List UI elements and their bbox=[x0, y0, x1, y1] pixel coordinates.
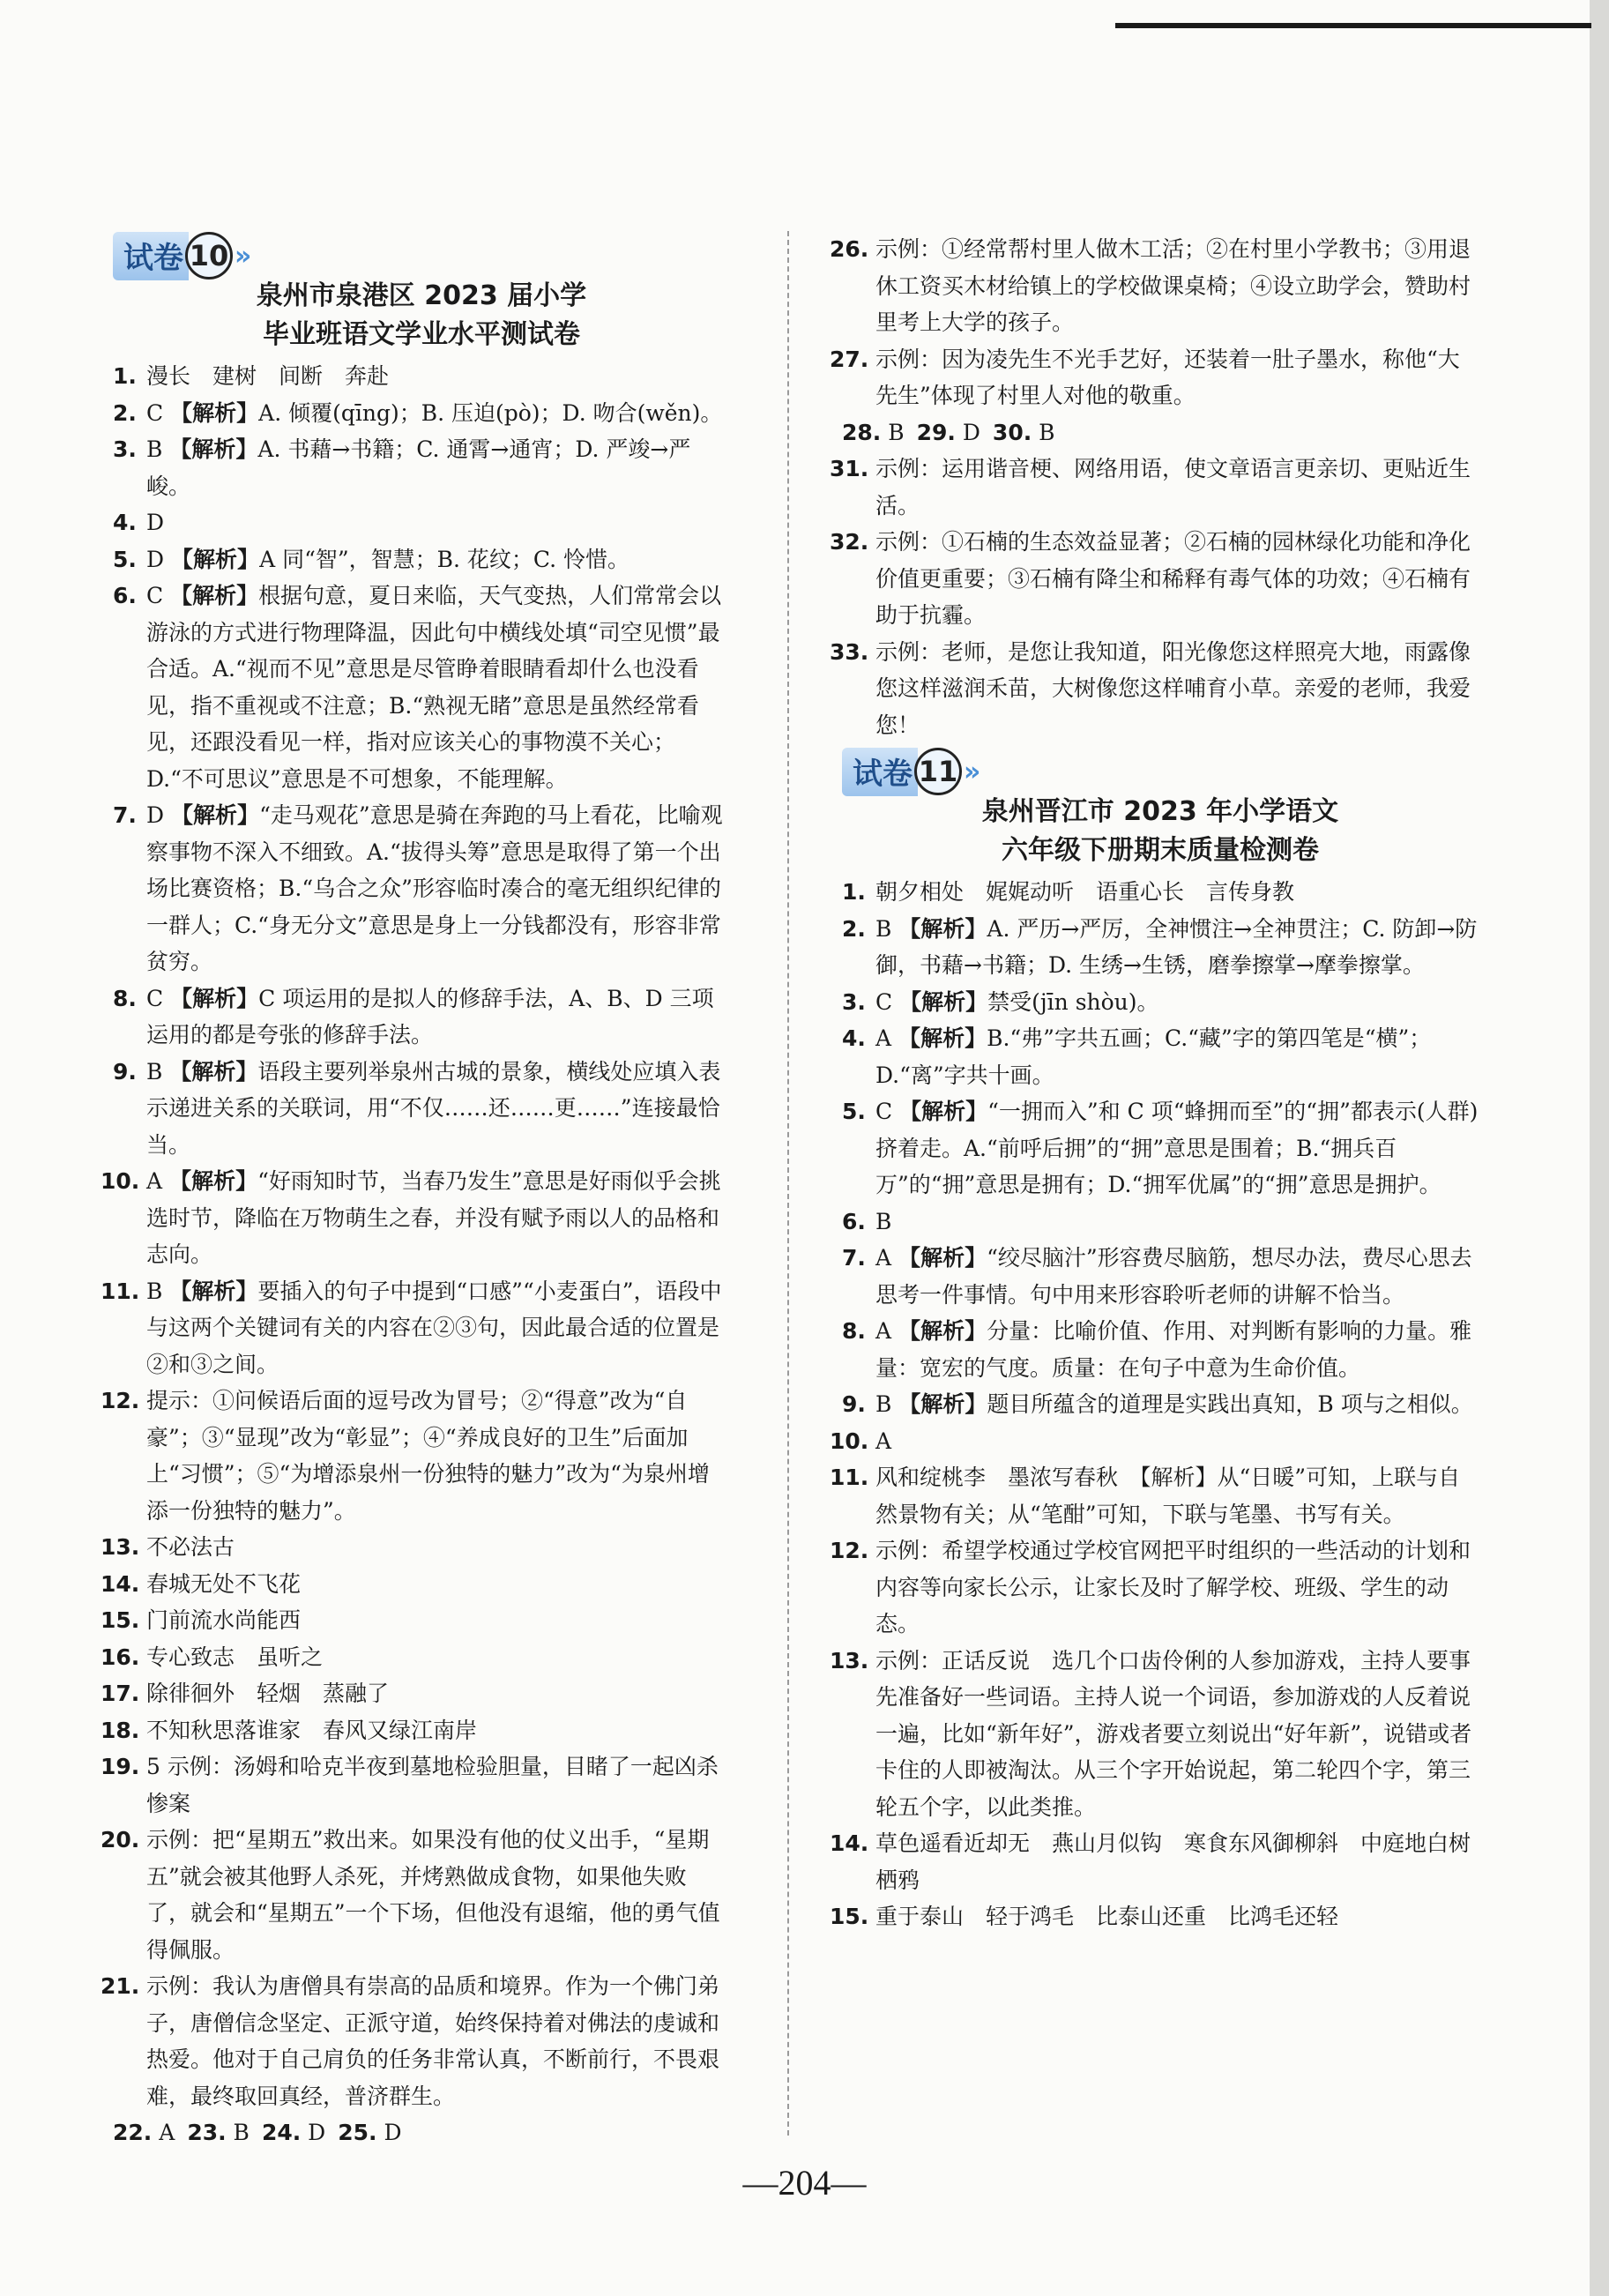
item-answer: B bbox=[1032, 419, 1055, 445]
answer-item bbox=[101, 1822, 730, 1968]
item-number: 20. bbox=[101, 1827, 140, 1852]
item-text: 分量：比喻价值、作用、对判断有影响的力量。雅量：宽宏的气度。质量：在句子中意为生命价值。 bbox=[875, 1318, 1472, 1381]
item-number: 21. bbox=[101, 1973, 140, 1999]
item-answer: 5 bbox=[146, 1754, 160, 1779]
item-number: 2. bbox=[842, 915, 866, 942]
item-text: “一拥而入”和 C 项“蜂拥而至”的“拥”都表示(人群)挤着走。A.“前呼后拥”的“拥”意思是围着；B.“拥兵百万”的“拥”意思是拥有；D.“拥军优属”的“拥”意思是拥护。 bbox=[875, 1099, 1479, 1197]
item-analysis-label: 【解析】 bbox=[898, 1318, 987, 1344]
item-number: 14. bbox=[101, 1570, 140, 1597]
answer-item bbox=[842, 911, 1479, 984]
item-text: 漫长 建树 间断 奔赴 bbox=[146, 363, 390, 389]
answer-item bbox=[113, 395, 730, 432]
item-text: C 项运用的是拟人的修辞手法，A、B、D 三项运用的都是夸张的修辞手法。 bbox=[146, 985, 714, 1047]
item-answer: C bbox=[875, 1099, 893, 1124]
inline-answer bbox=[993, 420, 1055, 445]
item-analysis-label: 【解析】 bbox=[898, 915, 987, 942]
exam10-answer-list bbox=[101, 358, 730, 2114]
item-answer: C bbox=[146, 583, 164, 608]
item-number: 11. bbox=[830, 1465, 869, 1490]
inline-answer bbox=[187, 2120, 250, 2145]
item-text: 语段主要列举泉州古城的景象，横线处应填入表示递进关系的关联词，用“不仅……还……更……”连接最恰当。 bbox=[146, 1058, 721, 1158]
item-text: 除徘徊外 轻烟 蒸融了 bbox=[146, 1681, 390, 1706]
item-answer: B bbox=[146, 1058, 163, 1085]
item-text: 示例：我认为唐僧具有崇高的品质和境界。作为一个佛门弟子，唐僧信念坚定、正派守道，始终保持着对佛法的虔诚和热爱。他对于自己肩负的任务非常认真，不断前行，不畏艰难，最终取回真经，普济群生。 bbox=[146, 1973, 720, 2109]
item-number: 6. bbox=[842, 1208, 866, 1234]
answer-item bbox=[113, 797, 730, 980]
item-number: 5. bbox=[842, 1099, 866, 1124]
answer-item bbox=[101, 1383, 730, 1529]
item-answer: D bbox=[146, 802, 165, 828]
exam11-title-line2: 六年级下册期末质量检测卷 bbox=[1002, 835, 1319, 866]
item-text: 示例：运用谐音梗、网络用语，使文章语言更亲切、更贴近生活。 bbox=[875, 456, 1471, 518]
double-chevron-icon: » bbox=[964, 756, 981, 787]
exam10-tag bbox=[113, 231, 251, 280]
answer-item bbox=[830, 634, 1479, 744]
exam10-answer-list-end bbox=[830, 451, 1479, 743]
item-number: 1. bbox=[113, 363, 137, 389]
answer-item bbox=[830, 1643, 1479, 1826]
answer-item bbox=[830, 1532, 1479, 1643]
answer-item bbox=[113, 504, 730, 541]
answer-item bbox=[830, 1423, 1479, 1460]
column-divider bbox=[787, 231, 789, 2136]
answer-item bbox=[830, 341, 1479, 414]
item-number: 22. bbox=[113, 2120, 153, 2145]
item-text: 重于泰山 轻于鸿毛 比泰山还重 比鸿毛还轻 bbox=[875, 1904, 1339, 1929]
item-answer: B bbox=[226, 2120, 250, 2145]
item-text: 朝夕相处 娓娓动听 语重心长 言传身教 bbox=[875, 879, 1295, 905]
answer-item bbox=[101, 1566, 730, 1603]
answer-item bbox=[842, 1313, 1479, 1386]
item-text: 示例：①经常帮村里人做木工活；②在村里小学教书；③用退休工资买木材给镇上的学校做课桌椅；④设立助学会，赞助村里考上大学的孩子。 bbox=[875, 236, 1471, 335]
item-text: 示例：希望学校通过学校官网把平时组织的一些活动的计划和内容等向家长公示，让家长及时了解学校、班级、学生的动态。 bbox=[875, 1538, 1471, 1636]
item-number: 11. bbox=[101, 1278, 140, 1304]
item-number: 8. bbox=[842, 1318, 866, 1344]
exam10-title-line1: 泉州市泉港区 2023 届小学 bbox=[256, 280, 587, 311]
item-analysis-label: 【解析】 bbox=[171, 546, 260, 572]
answer-item bbox=[101, 1968, 730, 2114]
item-text: 风和绽桃李 墨浓写春秋 【解析】从“日暖”可知，上联与自然景物有关；从“笔酣”可知，下联与笔墨、书写有关。 bbox=[875, 1465, 1461, 1527]
item-analysis-label: 【解析】 bbox=[169, 1058, 258, 1085]
item-number: 30. bbox=[992, 419, 1032, 445]
item-number: 14. bbox=[830, 1830, 869, 1856]
item-answer: B bbox=[875, 915, 892, 942]
item-number: 18. bbox=[101, 1717, 140, 1743]
double-chevron-icon: » bbox=[235, 240, 252, 272]
left-column bbox=[101, 231, 730, 2151]
answer-item bbox=[113, 980, 730, 1054]
inline-answer bbox=[338, 2120, 401, 2145]
item-number: 7. bbox=[842, 1245, 866, 1271]
item-text: 示例：正话反说 选几个口齿伶俐的人参加游戏，主持人要事先准备好一些词语。主持人说一个词语，参加游戏的人反着说一遍，比如“新年好”，游戏者要立刻说出“好年新”，说错或者卡住的人即被淘汰。从三个字开始说起，第二轮四个字，第三轮五个字，以此类推。 bbox=[875, 1647, 1472, 1820]
item-answer: C bbox=[146, 985, 164, 1011]
inline-answer bbox=[842, 420, 905, 445]
item-number: 9. bbox=[113, 1058, 137, 1085]
item-number: 19. bbox=[101, 1754, 140, 1779]
item-text: 示例：因为凌先生不光手艺好，还装着一肚子墨水，称他“大先生”体现了村里人对他的敬重。 bbox=[875, 346, 1460, 408]
item-answer: C bbox=[146, 399, 164, 426]
item-number: 9. bbox=[842, 1391, 866, 1417]
item-analysis-label: 【解析】 bbox=[899, 988, 988, 1015]
item-number: 26. bbox=[830, 236, 869, 262]
answer-item bbox=[842, 1093, 1479, 1204]
inline-answer bbox=[917, 420, 980, 445]
item-number: 31. bbox=[830, 456, 869, 481]
item-text: B.“弗”字共五画；C.“藏”字的第四笔是“横”；D.“离”字共十画。 bbox=[875, 1025, 1432, 1088]
item-analysis-label: 【解析】 bbox=[171, 802, 260, 828]
right-column bbox=[830, 231, 1479, 1935]
item-analysis-label: 【解析】 bbox=[898, 1391, 987, 1417]
item-text: 春城无处不飞花 bbox=[146, 1570, 302, 1597]
item-text: 题目所蕴含的道理是实践出真知，B 项与之相似。 bbox=[987, 1391, 1473, 1417]
item-number: 23. bbox=[187, 2120, 227, 2145]
item-number: 10. bbox=[830, 1428, 869, 1454]
answer-item bbox=[101, 1529, 730, 1566]
exam-tag-number: 10 bbox=[185, 232, 233, 280]
item-text: A. 书藉→书籍；C. 通霄→通宵；D. 严竣→严峻。 bbox=[146, 436, 691, 499]
item-analysis-label: 【解析】 bbox=[169, 1278, 258, 1304]
item-number: 29. bbox=[916, 419, 956, 445]
item-number: 4. bbox=[842, 1025, 866, 1051]
item-number: 32. bbox=[830, 529, 869, 555]
item-number: 3. bbox=[842, 988, 866, 1015]
item-text: 示例：老师，是您让我知道，阳光像您这样照亮大地，雨露像您这样滋润禾苗，大树像您这样哺育小草。亲爱的老师，我爱您！ bbox=[875, 638, 1471, 738]
item-number: 6. bbox=[113, 583, 137, 608]
answer-item bbox=[101, 1163, 730, 1273]
answer-item bbox=[830, 1459, 1479, 1532]
answer-item bbox=[830, 1898, 1479, 1935]
item-analysis-label: 【解析】 bbox=[169, 436, 258, 462]
item-text: “好雨知时节，当春乃发生”意思是好雨似乎会挑选时节，降临在万物萌生之春，并没有赋予雨以人的品格和志向。 bbox=[146, 1168, 721, 1267]
item-text: “绞尽脑汁”形容费尽脑筋，想尽办法，费尽心思去思考一件事情。句中用来形容聆听老师的讲解不恰当。 bbox=[875, 1245, 1472, 1308]
answer-item bbox=[842, 874, 1479, 911]
answer-item bbox=[830, 1825, 1479, 1898]
top-rule bbox=[1115, 23, 1591, 28]
item-number: 8. bbox=[113, 985, 137, 1011]
item-analysis-label: 【解析】 bbox=[170, 583, 259, 608]
exam-tag-number: 11 bbox=[914, 748, 962, 795]
item-text: A. 倾覆(qīng)；B. 压迫(pò)；D. 吻合(wěn)。 bbox=[258, 399, 723, 426]
item-text: 专心致志 虽听之 bbox=[146, 1644, 324, 1670]
item-answer: D bbox=[376, 2120, 402, 2145]
item-analysis-label: 【解析】 bbox=[170, 399, 259, 426]
item-number: 25. bbox=[338, 2120, 377, 2145]
item-analysis-label: 【解析】 bbox=[899, 1099, 988, 1124]
item-number: 17. bbox=[101, 1681, 140, 1706]
answer-item bbox=[101, 1639, 730, 1676]
item-answer: B bbox=[146, 436, 163, 462]
answer-item bbox=[101, 1712, 730, 1749]
answer-item bbox=[830, 231, 1479, 341]
item-answer: A bbox=[146, 1168, 163, 1194]
answer-item bbox=[113, 431, 730, 504]
item-answer: A bbox=[152, 2120, 175, 2145]
item-text: 示例：把“星期五”救出来。如果没有他的仗义出手，“星期五”就会被其他野人杀死，并烤熟做成食物，如果他失败了，就会和“星期五”一个下场，但他没有退缩，他的勇气值得佩服。 bbox=[146, 1827, 720, 1963]
answer-item bbox=[101, 1748, 730, 1822]
page-number: —204— bbox=[742, 2163, 867, 2203]
answer-item bbox=[830, 524, 1479, 634]
item-number: 24. bbox=[261, 2120, 302, 2145]
item-number: 27. bbox=[830, 346, 869, 372]
item-number: 1. bbox=[842, 879, 866, 905]
item-text: 示例：①石楠的生态效益显著；②石楠的园林绿化功能和净化价值更重要；③石楠有降尘和稀释有毒气体的功效；④石楠有助于抗霾。 bbox=[875, 529, 1471, 628]
answer-item bbox=[842, 1020, 1479, 1093]
item-answer: B bbox=[875, 1208, 892, 1234]
item-number: 3. bbox=[113, 436, 137, 462]
answer-item bbox=[113, 541, 730, 578]
item-answer: C bbox=[875, 988, 893, 1015]
answer-item bbox=[101, 1273, 730, 1383]
item-text: 根据句意，夏日来临，天气变热，人们常常会以游泳的方式进行物理降温，因此句中横线处填“司空见惯”最合适。A.“视而不见”意思是尽管睁着眼睛看却什么也没看见，指不重视或不注意；B.“熟视无睹”意思是虽然经常看见，还跟没看见一样，指对应该关心的事物漠不关心；D.“不可思议”意思是不可想象，不能理解。 bbox=[146, 583, 722, 792]
item-answer: A bbox=[875, 1318, 892, 1344]
item-answer: A bbox=[875, 1025, 892, 1051]
answer-item bbox=[101, 1675, 730, 1712]
item-text: 门前流水尚能西 bbox=[146, 1607, 302, 1633]
item-answer: A bbox=[875, 1245, 892, 1271]
item-text: 提示：①问候语后面的逗号改为冒号；②“得意”改为“自豪”；③“显现”改为“彰显”；④“养成良好的卫生”后面加上“习惯”；⑤“为增添泉州一份独特的魅力”改为“为泉州增添一份独特的魅力”。 bbox=[146, 1388, 710, 1524]
item-answer: D bbox=[955, 419, 980, 445]
item-number: 10. bbox=[101, 1168, 140, 1194]
item-text: 示例：汤姆和哈克半夜到墓地检验胆量，目睹了一起凶杀惨案 bbox=[146, 1754, 719, 1816]
answer-item bbox=[113, 1054, 730, 1164]
exam10-title-line2: 毕业班语文学业水平测试卷 bbox=[263, 319, 580, 350]
item-number: 33. bbox=[830, 638, 869, 665]
item-answer: B bbox=[875, 1391, 892, 1417]
item-number: 28. bbox=[842, 419, 882, 445]
item-answer: A bbox=[875, 1428, 892, 1454]
answer-item bbox=[842, 984, 1479, 1021]
exam11-title-line1: 泉州晋江市 2023 年小学语文 bbox=[981, 796, 1339, 827]
inline-answer bbox=[262, 2120, 325, 2145]
item-number: 15. bbox=[830, 1904, 869, 1929]
exam11-tag bbox=[842, 747, 980, 796]
item-analysis-label: 【解析】 bbox=[898, 1245, 987, 1271]
answer-item bbox=[842, 1240, 1479, 1313]
item-text: 不知秋思落谁家 春风又绿江南岸 bbox=[146, 1717, 478, 1743]
answer-item bbox=[101, 1602, 730, 1639]
item-answer: D bbox=[301, 2120, 326, 2145]
answer-item bbox=[842, 1204, 1479, 1241]
item-text: 要插入的句子中提到“口感”“小麦蛋白”，语段中与这两个关键词有关的内容在②③句，因此最合适的位置是②和③之间。 bbox=[146, 1278, 722, 1377]
item-number: 4. bbox=[113, 510, 137, 535]
item-analysis-label: 【解析】 bbox=[898, 1025, 987, 1051]
item-answer: D bbox=[146, 546, 165, 572]
item-text: A. 严历→严厉，全神惯注→全神贯注；C. 防卸→防御，书藉→书籍；D. 生绣→生锈，磨拳擦掌→摩拳擦掌。 bbox=[875, 915, 1478, 978]
scan-edge bbox=[1590, 0, 1609, 2296]
item-number: 7. bbox=[113, 802, 137, 828]
item-number: 2. bbox=[113, 399, 137, 426]
item-answer: D bbox=[146, 510, 165, 535]
exam-tag-label: 试卷 bbox=[842, 748, 918, 796]
item-number: 12. bbox=[101, 1388, 140, 1413]
item-number: 13. bbox=[101, 1534, 140, 1560]
exam10-inline-answers-22-25 bbox=[113, 2114, 730, 2151]
answer-item bbox=[842, 1386, 1479, 1423]
item-text: 禁受(jīn shòu)。 bbox=[987, 988, 1159, 1015]
answer-item bbox=[830, 451, 1479, 524]
item-text: A 同“智”，智慧；B. 花纹；C. 怜惜。 bbox=[259, 546, 630, 572]
item-text: “走马观花”意思是骑在奔跑的马上看花，比喻观察事物不深入不细致。A.“拔得头筹”意思是取得了第一个出场比赛资格；B.“乌合之众”形容临时凑合的毫无组织纪律的一群人；C.“身无分文”意思是身上一分钱都没有，形容非常贫穷。 bbox=[146, 802, 723, 974]
answer-item bbox=[113, 578, 730, 797]
item-analysis-label: 【解析】 bbox=[170, 985, 259, 1011]
item-text: 草色遥看近却无 燕山月似钩 寒食东风御柳斜 中庭地白树栖鸦 bbox=[875, 1830, 1471, 1893]
item-answer: B bbox=[146, 1278, 163, 1304]
answer-item bbox=[113, 358, 730, 395]
item-number: 16. bbox=[101, 1644, 140, 1670]
item-text: 不必法古 bbox=[146, 1534, 235, 1560]
exam10-inline-answers-28-30 bbox=[842, 414, 1479, 451]
exam10-answer-list-continued bbox=[830, 231, 1479, 414]
exam-tag-label: 试卷 bbox=[113, 232, 189, 280]
item-number: 5. bbox=[113, 546, 137, 572]
inline-answer bbox=[113, 2120, 175, 2145]
item-number: 13. bbox=[830, 1647, 869, 1674]
exam11-answer-list bbox=[830, 874, 1479, 1935]
item-number: 15. bbox=[101, 1607, 140, 1633]
item-answer: B bbox=[881, 419, 905, 445]
item-number: 12. bbox=[830, 1538, 869, 1563]
item-analysis-label: 【解析】 bbox=[169, 1168, 258, 1194]
